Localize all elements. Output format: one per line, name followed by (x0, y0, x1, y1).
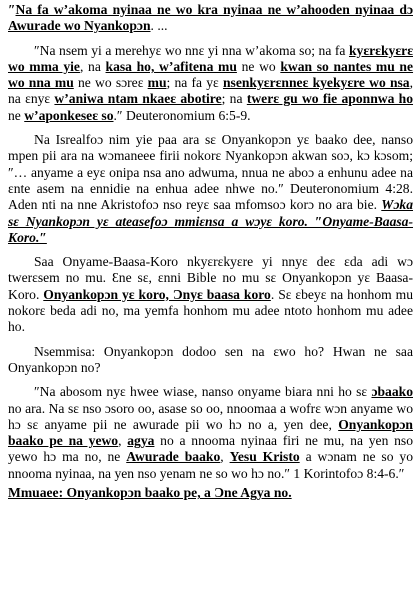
emphasis-run: kyɛrɛkyɛrɛ wo mma yie (8, 42, 413, 74)
answer-line (8, 485, 413, 501)
text-run: ″Na abosom nyɛ hwee wiase, nanso onyame biara nni ho sɛ (34, 384, 372, 400)
header-verse (8, 2, 413, 35)
text-run: ; na (221, 91, 247, 107)
text-run: a wɔnam ne so yo nnooma nyinaa, na yen nso yenam ne so wo hɔ no.″ 1 Korintofoɔ 8:4-6.″ (8, 449, 414, 481)
quote-mark: ″ (8, 2, 16, 17)
emphasis-run: kwan so nantes mu ne wo nna mu (8, 58, 414, 91)
text-run: , na ɛnyɛ (8, 75, 414, 107)
emphasis-run: nsenkyɛrɛnneɛ kyekyɛre wo nsa (222, 75, 410, 91)
text-run: Nsemmisa: Onyankopɔn dodoo sen na ɛwo ho? Hwan ne saa Onyankopɔn no? (8, 343, 413, 375)
emphasis-run: twerɛ gu wo fie aponnwa ho (246, 91, 414, 107)
emphasis-run: mu (147, 75, 167, 91)
text-run: no a nnooma nyinaa firi ne mu, na yen nso yewo hɔ ma no, ne (8, 433, 413, 465)
answer-text: : Onyankopɔn baako pe, a Ɔne Agya no. (58, 485, 292, 501)
emphasis-run: w’aponkeseɛ so (24, 107, 114, 123)
text-run: .″ Deuteronomium 6:5-9. (113, 107, 251, 123)
emphasis-run: Yesu Kristo (229, 449, 300, 465)
header-verse-text: Na fa w’akoma nyinaa ne wo kra nyinaa ne w’ahooden nyinaa dɔ Awurade wo Nyankopɔn (8, 2, 413, 34)
answer-label: Mmuaee (8, 485, 59, 501)
text-run: ne (8, 107, 25, 123)
header-ellipsis: . ... (150, 18, 168, 34)
text-run: , (118, 433, 128, 449)
paragraph-corinthians (8, 384, 413, 482)
emphasis-run: ɔbaako (371, 384, 413, 400)
emphasis-run: Onyankopɔn yɛ koro, Ɔnyɛ baasa koro (43, 286, 271, 302)
paragraph-deuteronomy-6 (8, 43, 413, 124)
emphasis-run: Wɔka sɛ Nyankopɔn yɛ ateasefoɔ mmiɛnsa a wɔyɛ koro. ″Onyame-Baasa-Koro.″ (8, 197, 413, 245)
text-run: ne wo (236, 58, 281, 74)
emphasis-run: Awurade baako (126, 449, 221, 465)
text-run: Na Isrealfoɔ nim yie paa ara sɛ Onyankopɔn yɛ baako dee, nanso mpen pii ara na wɔmaneee firii nokorɛ Nyankopɔn akwan soɔ, kɔ kɔsom; ″… anyame a eyɛ onipa nsa ano adwuma, nnua ne aboɔ a enhunu adee na ɛnte asem na ennidie na enhua adee nhwe no.″ Deuteronomium 4:28. Aden nti na nne Akristofoɔ nso reyɛ saa mfomsoɔ korɔ no ara bie. (8, 132, 413, 213)
emphasis-run: agya (127, 433, 155, 449)
paragraph-question (8, 344, 413, 377)
text-run: ne wo sɔreɛ (73, 75, 148, 91)
text-run: . Sɛ ɛbeyɛ na honhom mu nokorɛ beda adi no, ma yemfa honhom mu adee ntoto honhom mu adee ho. (8, 286, 413, 335)
emphasis-run: w’aniwa ntam nkaeɛ abotire (54, 91, 222, 107)
paragraph-israelites (8, 132, 413, 246)
emphasis-run: Onyankopɔn baako pe na yewo (8, 416, 413, 449)
text-run: ; na fa yɛ (166, 75, 223, 91)
text-run: , na (79, 58, 106, 74)
text-run: , (220, 449, 230, 465)
text-run: no ara. Na sɛ nso ɔsoro oo, asase so oo, nnoomaa a wofrɛ wɔn anyame wo hɔ sɛ anyame pii ne awurade pii wo hɔ no a, yen dee, (8, 400, 413, 432)
paragraph-trinity (8, 254, 413, 335)
text-run: Saa Onyame-Baasa-Koro nkyɛrɛkyɛre yi nnyɛ deɛ ɛda adi wɔ twerɛsem no mu. Ɛne sɛ, ɛnni Bible no mu sɛ Onyankopɔn yɛ Baasa-Koro. (8, 254, 413, 302)
emphasis-run: kasa ho, w’afitena mu (105, 58, 237, 74)
text-run: ″Na nsem yi a merehyɛ wo nnɛ yi nna w’akoma so; na fa (34, 42, 349, 58)
